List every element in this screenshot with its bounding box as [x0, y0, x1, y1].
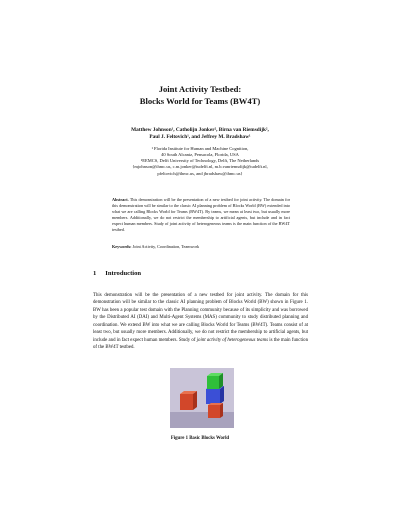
intro-text-part2: is the main function of the BW4T testbed.: [93, 337, 308, 351]
affiliation-line2: 40 South Alcaniz, Pensacola, Florida, USA: [161, 152, 239, 157]
abstract-label: Abstract.: [112, 197, 129, 202]
figure-floor: [170, 412, 234, 428]
emails-line2: pfeltovich@ihmc.us, and jbradshaw@ihmc.us}: [157, 171, 243, 176]
orange-block: [208, 403, 223, 418]
red-block: [180, 391, 197, 410]
affiliation-line1: ¹ Florida Institute for Human and Machine Cognition,: [151, 146, 249, 151]
keywords-label: Keywords:: [112, 244, 132, 249]
section-title: Introduction: [105, 270, 142, 277]
intro-italic-phrase: joint activity of heterogeneous teams: [196, 337, 268, 343]
paper-title-line2: Blocks World for Teams (BW4T): [139, 96, 261, 106]
paper-title-line1: Joint Activity Testbed:: [158, 84, 242, 94]
abstract: [112, 197, 290, 234]
blocks-world-figure: [170, 368, 234, 428]
intro-text-part1: This demonstration will be the presentation of a new testbed for joint activity. The domain for this demonstration will be similar to the classic AI planning problem of Blocks World (BW) shown in Figure 1. BW has been a popular test domain with the Planning community because of its simplicity and was borrowed by the Distributed AI (DAI) and Multi-Agent Systems (MAS) community to study distributed planning and coordination. We extend BW into what we are calling Blocks World for Teams (BW4T). Teams consist of at least two, but usually more members. Additionally, we do not restrict the membership to artificial agents, but include and in fact expect human members. Study of: [93, 293, 308, 343]
section-heading: [93, 270, 141, 277]
abstract-text: This demonstration will be the presentation of a new testbed for joint activity. The domain for this demonstration will be similar to the classic AI planning problem of Blocks World (BW) extended into what we are calling Blocks World for Teams (BW4T). By teams, we mean at least two, but usually more members. Additionally, we do not restrict the membership to artificial agents, but include and in fact expect human members. Study of joint activity of heterogeneous teams is the main function of the BW4T testbed.: [112, 197, 290, 233]
keywords: [112, 244, 290, 250]
emails-line1: {mjohnson@ihmc.us, c.m.jonker@tudelft.nl, m.b.vanriemsdijk@tudelft.nl,: [132, 164, 268, 169]
section-number: 1: [93, 270, 97, 277]
authors-line2: Paul J. Feltovich¹, and Jeffrey M. Bradshaw¹: [149, 134, 251, 140]
green-block: [207, 373, 223, 389]
affiliation-line3: ²EEMCS, Delft University of Technology, Delft, The Netherlands: [140, 158, 260, 163]
authors-line1: Matthew Johnson¹, Catholijn Jonker², Birna van Riemsdijk²,: [131, 127, 269, 133]
figure-caption: Figure 1 Basic Blocks World: [170, 436, 230, 441]
intro-paragraph: [93, 292, 308, 352]
keywords-text: Joint Activity, Coordination, Teamwork: [131, 244, 200, 249]
